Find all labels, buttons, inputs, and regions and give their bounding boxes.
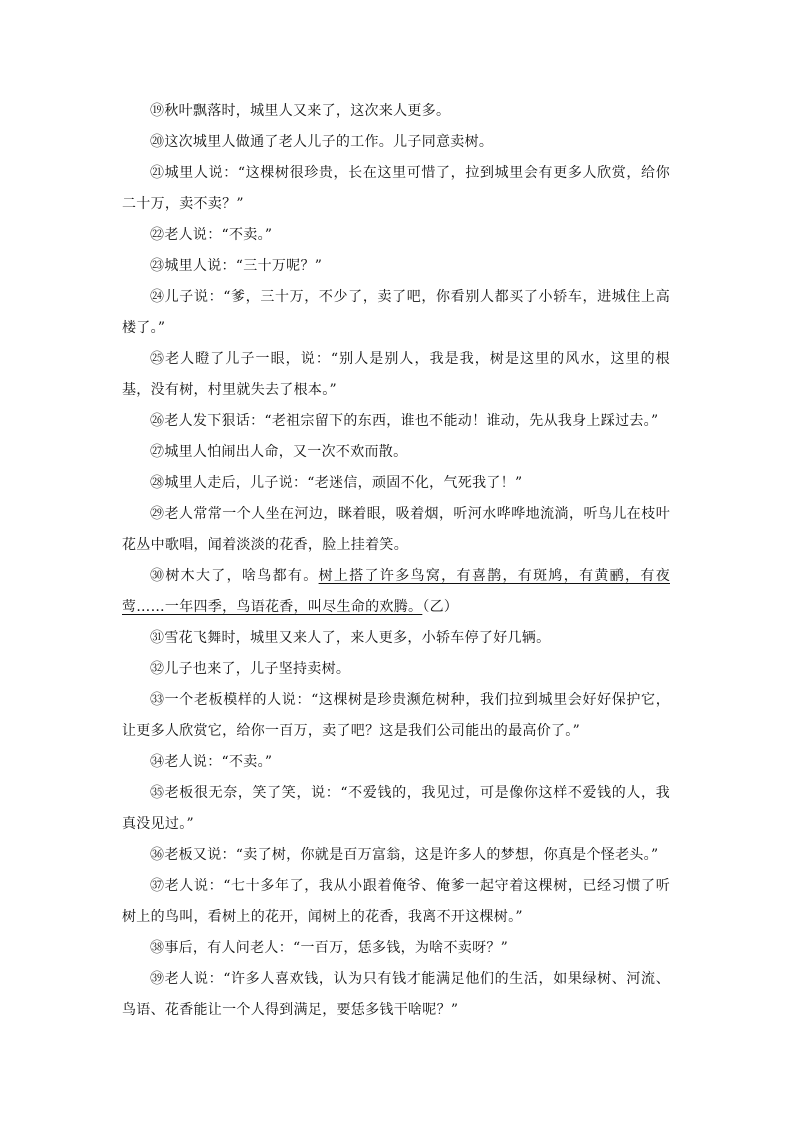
paragraph-text: 老人说：“七十多年了，我从小跟着俺爷、俺爹一起守着这棵树，已经习惯了听树上的鸟叫，看树上的花开，闻树上的花香，我离不开这棵树。” [122,878,670,925]
paragraph-text: 老人常常一个人坐在河边，眯着眼，吸着烟，听河水哗哗地流淌，听鸟儿在枝叶花丛中歌唱，闻着淡淡的花香，脸上挂着笑。 [122,506,670,553]
paragraph-37 [122,871,670,933]
paragraph-23 [122,251,670,282]
paragraph-text: 城里人走后，儿子说：“老迷信，顽固不化，气死我了！” [164,475,523,491]
paragraph-number: ㉖ [150,413,165,429]
paragraph-text: 老板又说：“卖了树，你就是百万富翁，这是许多人的梦想，你真是个怪老头。” [164,847,659,863]
paragraph-number: ㉚ [150,568,166,584]
paragraph-number: ㉛ [150,630,165,646]
paragraph-number: ㉟ [150,785,165,801]
paragraph-text: 老人说：“不卖。” [164,227,273,243]
paragraph-number: ⑲ [150,103,165,119]
paragraph-text: 老人说：“不卖。” [164,754,273,770]
paragraph-number: ㊱ [150,847,165,863]
paragraph-text: 儿子也来了，儿子坚持卖树。 [164,661,351,677]
paragraph-text: 事后，有人问老人：“一百万，恁多钱，为啥不卖呀？” [164,940,509,956]
paragraph-number: ㉓ [150,258,165,274]
paragraph-34 [122,747,670,778]
paragraph-text: 秋叶飘落时，城里人又来了，这次来人更多。 [164,103,451,119]
paragraph-21 [122,158,670,220]
paragraph-number: ㉞ [150,754,165,770]
paragraph-text: 老人说：“许多人喜欢钱，认为只有钱才能满足他们的生活，如果绿树、河流、鸟语、花香能让一个人得到满足，要恁多钱干啥呢？” [122,971,670,1018]
paragraph-number: ⑳ [150,134,165,150]
paragraph-24 [122,282,670,344]
paragraph-number: ㉔ [150,289,165,305]
paragraph-number: ㉗ [150,444,165,460]
paragraph-30 [122,561,670,623]
paragraph-28 [122,468,670,499]
paragraph-text: 一个老板模样的人说：“这棵树是珍贵濒危树种，我们拉到城里会好好保护它，让更多人欣赏它，给你一百万，卖了吧？这是我们公司能出的最高价了。” [122,692,670,739]
paragraph-number: ㉒ [150,227,165,243]
paragraph-number: ㉕ [150,351,166,367]
paragraph-20 [122,127,670,158]
paragraph-number: ㉘ [150,475,165,491]
paragraph-number: ㊲ [150,878,165,894]
paragraph-text: 城里人说：“三十万呢？” [164,258,323,274]
paragraph-22 [122,220,670,251]
paragraph-text: 城里人怕闹出人命，又一次不欢而散。 [164,444,408,460]
paragraph-number: ㊳ [150,940,165,956]
paragraph-39 [122,964,670,1026]
paragraph-number: ㉝ [150,692,165,708]
paragraph-text: 雪花飞舞时，城里又来人了，来人更多，小轿车停了好几辆。 [164,630,551,646]
paragraph-text: 老板很无奈，笑了笑，说：“不爱钱的，我见过，可是像你这样不爱钱的人，我真没见过。” [122,785,670,832]
paragraph-number: ㊴ [150,971,165,987]
paragraph-19 [122,96,670,127]
paragraph-number: ㉜ [150,661,165,677]
paragraph-25 [122,344,670,406]
paragraph-text: 老人发下狠话：“老祖宗留下的东西，谁也不能动！谁动，先从我身上踩过去。” [164,413,659,429]
paragraph-number: ㉙ [150,506,165,522]
paragraph-31 [122,623,670,654]
paragraph-38 [122,933,670,964]
paragraph-36 [122,840,670,871]
annotation-mark: （乙） [422,599,459,615]
paragraph-29 [122,499,670,561]
paragraph-35 [122,778,670,840]
paragraph-text: 树木大了，啥鸟都有。 [165,568,319,584]
paragraph-text: 城里人说：“这棵树很珍贵，长在这里可惜了，拉到城里会有更多人欣赏，给你二十万，卖不卖？” [122,165,670,212]
paragraph-27 [122,437,670,468]
paragraph-33 [122,685,670,747]
paragraph-32 [122,654,670,685]
paragraph-text: 这次城里人做通了老人儿子的工作。儿子同意卖树。 [164,134,494,150]
paragraph-text: 儿子说：“爹，三十万，不少了，卖了吧，你看别人都买了小轿车，进城住上高楼了。” [122,289,670,336]
paragraph-text: 老人瞪了儿子一眼，说：“别人是别人，我是我，树是这里的风水，这里的根基，没有树，村里就失去了根本。” [122,351,670,398]
underlined-sentence: 树上搭了许多鸟窝，有喜鹊，有斑鸠，有黄鹂，有夜莺……一年四季，鸟语花香，叫尽生命的欢腾。 [122,568,670,615]
story-text [122,96,670,1026]
paragraph-26 [122,406,670,437]
paragraph-number: ㉑ [150,165,165,181]
